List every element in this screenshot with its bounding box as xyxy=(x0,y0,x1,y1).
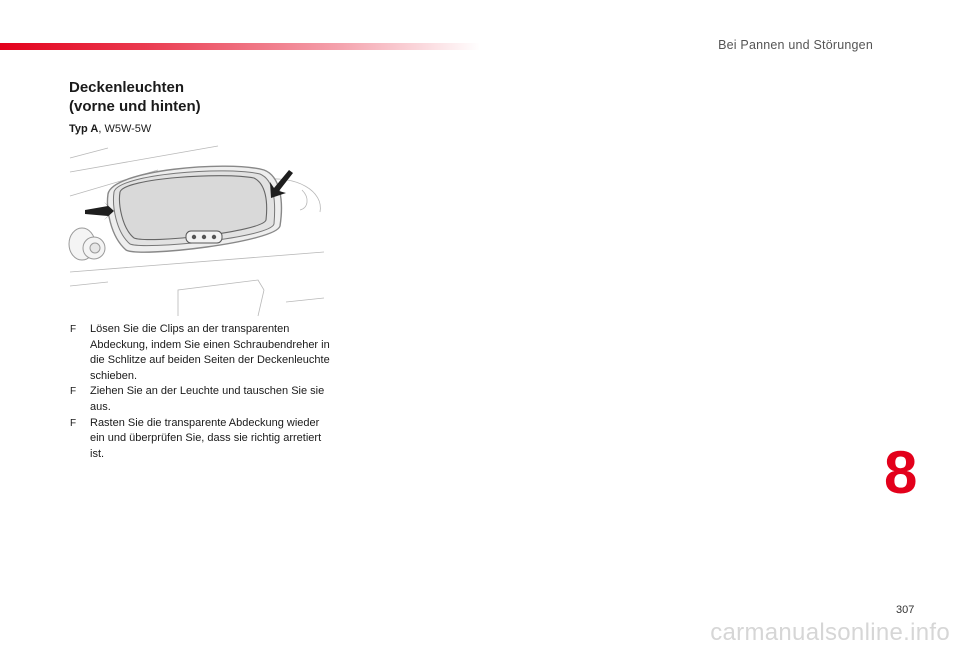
page-number: 307 xyxy=(896,604,915,616)
bullet-marker: F xyxy=(70,386,77,398)
ceiling-lamp-illustration xyxy=(68,140,324,318)
list-item xyxy=(69,416,331,463)
header-section-title: Bei Pannen und Störungen xyxy=(718,38,873,52)
lamp-type-label: Typ A xyxy=(69,123,99,135)
header-color-bar xyxy=(0,43,480,50)
instruction-text: Ziehen Sie an der Leuchte und tauschen Sie sie aus. xyxy=(90,385,325,413)
page-title xyxy=(69,78,201,116)
list-item xyxy=(69,322,331,384)
lamp-type-value: , W5W-5W xyxy=(98,123,152,135)
page-title-line-2: (vorne und hinten) xyxy=(69,98,201,115)
instruction-text: Rasten Sie die transparente Abdeckung wieder ein und überprüfen Sie, dass sie richtig arretiert ist. xyxy=(90,416,322,460)
lamp-type-line xyxy=(69,123,151,135)
instruction-text: Lösen Sie die Clips an der transparenten Abdeckung, indem Sie einen Schraubendreher in die Schlitze auf beiden Seiten der Deckenleuchte schieben. xyxy=(90,323,330,382)
bullet-marker: F xyxy=(70,417,77,429)
chapter-number: 8 xyxy=(884,439,918,506)
instruction-list xyxy=(69,322,331,462)
watermark: carmanualsonline.info xyxy=(710,619,950,646)
bullet-marker: F xyxy=(70,324,77,335)
page-title-line-1: Deckenleuchten xyxy=(69,79,185,96)
list-item xyxy=(69,384,331,415)
